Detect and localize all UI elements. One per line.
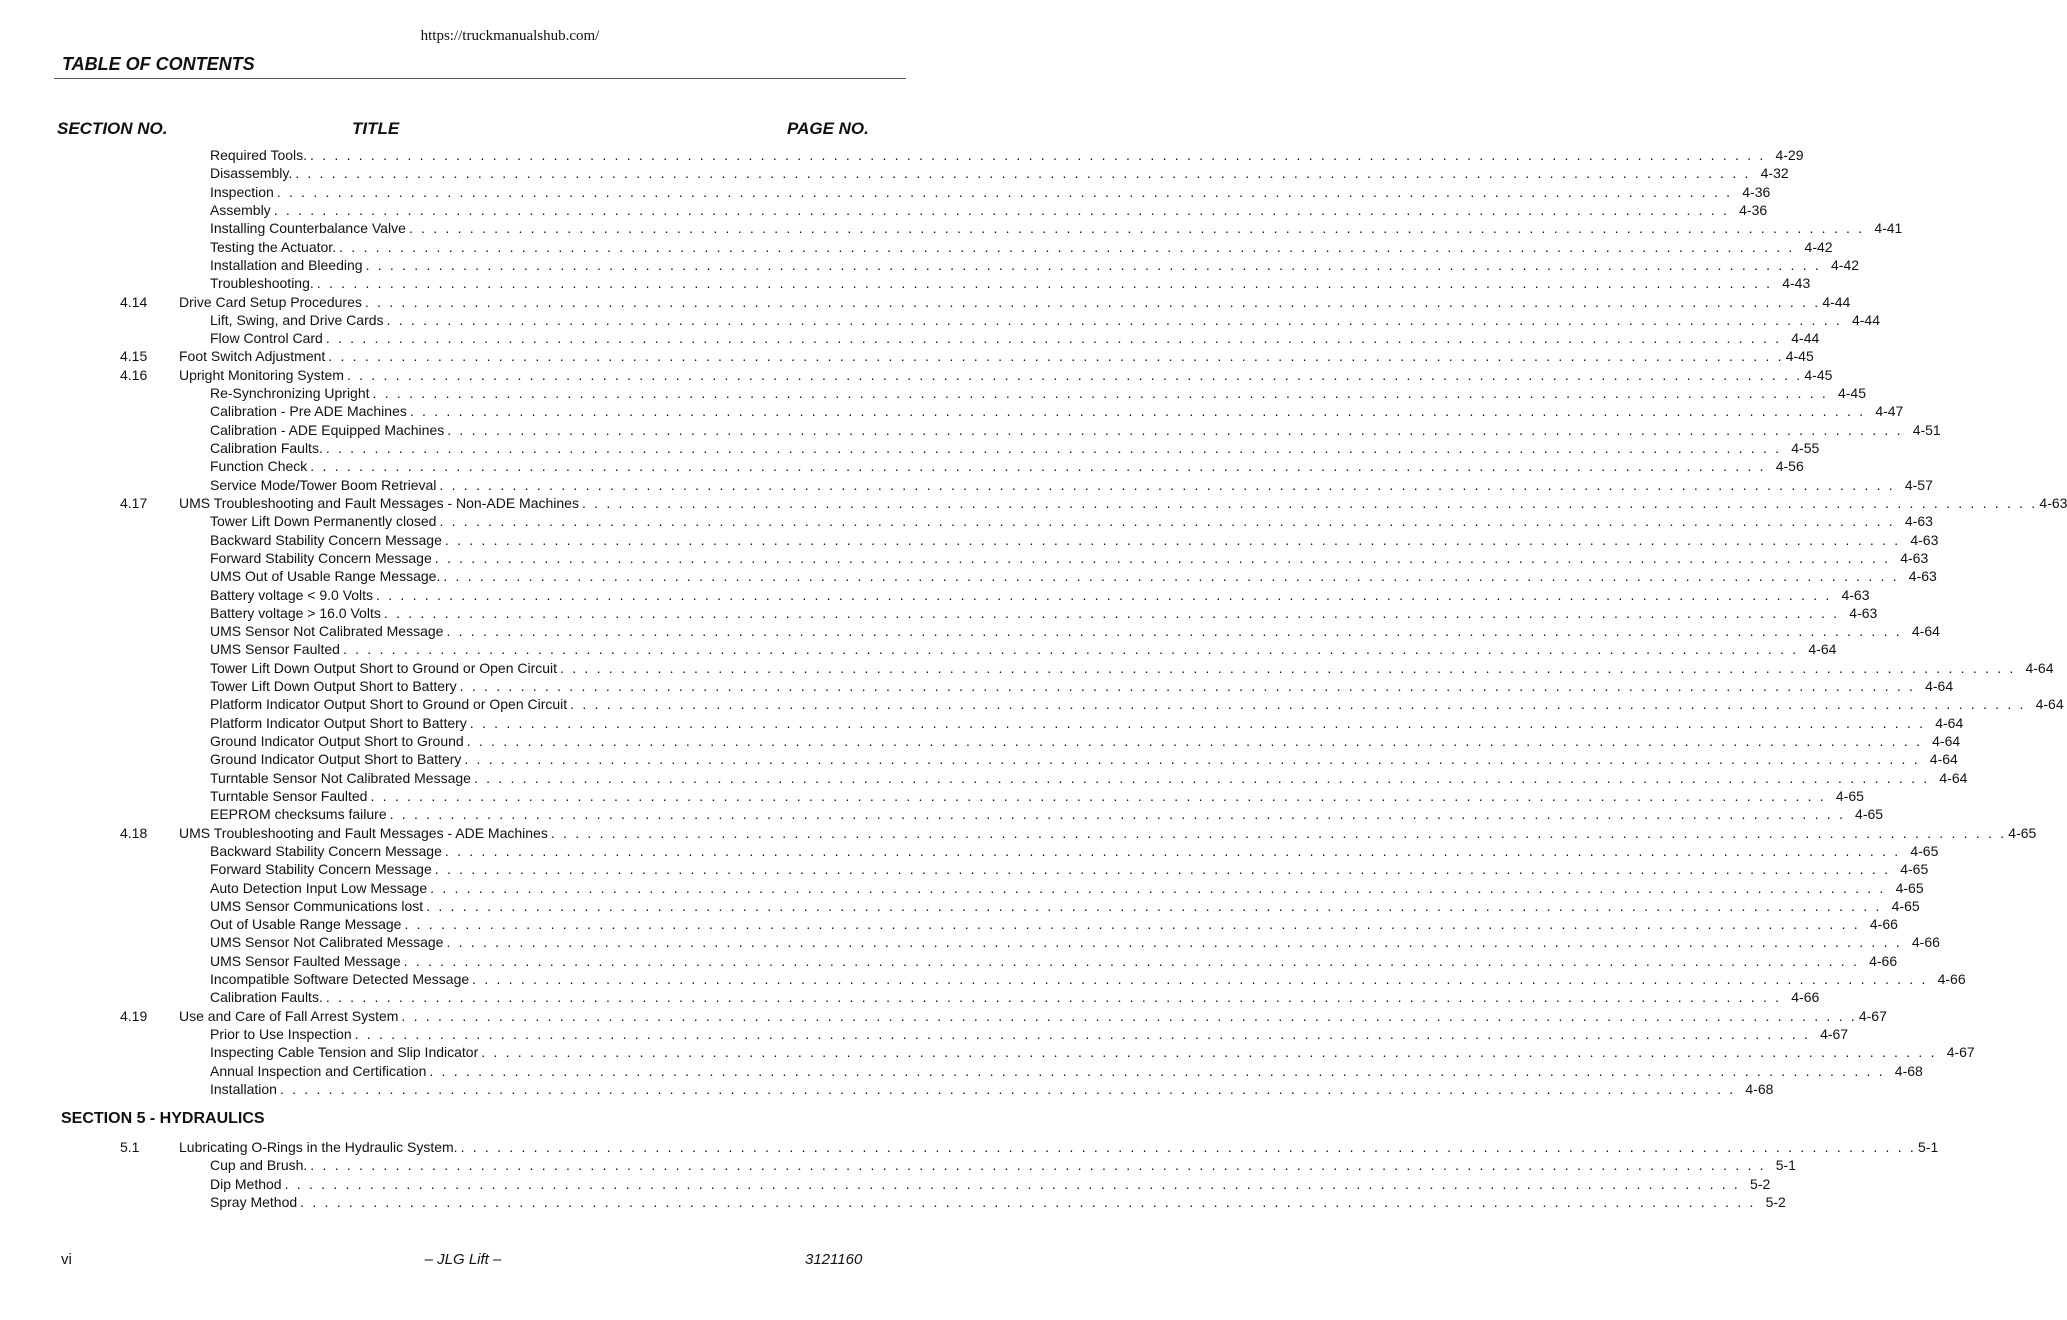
dot-leader: . . . . . . . . . . . . . . . . . . . . . . . . . . . . . . . . . . . . . . . . . . . . . . . . . . . . . . . . . . . . . . . . . . . . . . . . . . . . . . . . . . . . . . . . . . . . . . . . . . . . . . . . . . . . . . . . . . . . . . . . <box>434 549 1891 566</box>
dot-leader: . . . . . . . . . . . . . . . . . . . . . . . . . . . . . . . . . . . . . . . . . . . . . . . . . . . . . . . . . . . . . . . . . . . . . . . . . . . . . . . . . . . . . . . . . . . . . . . . . . . . . . . . . . . . . . . . . . . . . . . . <box>444 842 1901 859</box>
toc-entry[interactable] <box>0 604 1878 622</box>
dot-leader: . . . . . . . . . . . . . . . . . . . . . . . . . . . . . . . . . . . . . . . . . . . . . . . . . . . . . . . . . . . . . . . . . . . . . . . . . . . . . . . . . . . . . . . . . . . . . . . . . . . . . . . . . . . . . . . . . . . . . . . . <box>439 476 1895 493</box>
toc-entry-title: Calibration Faults. <box>210 440 323 456</box>
toc-entry-page: 4-65 <box>1910 842 1939 859</box>
toc-entry-title: UMS Troubleshooting and Fault Messages - Non-ADE Machines <box>179 494 579 511</box>
toc-entry[interactable] <box>0 421 1941 439</box>
toc-entry-title: Forward Stability Concern Message <box>210 549 432 566</box>
toc-entry-title: UMS Sensor Not Calibrated Message <box>210 934 444 951</box>
toc-entry[interactable] <box>0 897 1920 915</box>
toc-entry[interactable] <box>0 1043 1975 1061</box>
dot-leader: . . . . . . . . . . . . . . . . . . . . . . . . . . . . . . . . . . . . . . . . . . . . . . . . . . . . . . . . . . . . . . . . . . . . . . . . . . . . . . . . . . . . . . . . . . . . . . . . . . . . . . . . . . . . . . . . . . . . . . . . <box>408 220 1865 237</box>
toc-entry-title: Tower Lift Down Output Short to Ground or Open Circuit <box>210 659 558 676</box>
toc-entry[interactable] <box>0 567 1937 585</box>
dot-leader: . . . . . . . . . . . . . . . . . . . . . . . . . . . . . . . . . . . . . . . . . . . . . . . . . . . . . . . . . . . . . . . . . . . . . . . . . . . . . . . . . . . . . . . . . . . . . . . . . . . . . . . . . . . . . . . . . . . . . . . . <box>276 183 1733 200</box>
toc-entry-title: UMS Sensor Faulted <box>210 641 340 658</box>
column-header-page: PAGE NO. <box>787 119 869 138</box>
toc-list-section5 <box>0 1138 1939 1211</box>
toc-entry[interactable] <box>0 860 1929 878</box>
dot-leader: . . . . . . . . . . . . . . . . . . . . . . . . . . . . . . . . . . . . . . . . . . . . . . . . . . . . . . . . . . . . . . . . . . . . . . . . . . . . . . . . . . . . . . . . . . . . . . . . . . . . . . . . . . . . . . . . . . . . . . . . <box>446 623 1902 640</box>
toc-entry-number: 4.19 <box>120 1007 148 1024</box>
toc-entry-page: 4-44 <box>1791 330 1820 347</box>
toc-entry[interactable] <box>0 1175 1771 1193</box>
dot-leader: . . . . . . . . . . . . . . . . . . . . . . . . . . . . . . . . . . . . . . . . . . . . . . . . . . . . . . . . . . . . . . . . . . . . . . . . . . . . . . . . . . . . . . . . . . . . . . . . . . . . . . . . . . . . . . . . . . . . . . . . <box>434 861 1891 878</box>
section-heading: SECTION 5 - HYDRAULICS <box>61 1110 265 1127</box>
toc-entry[interactable] <box>0 732 1961 750</box>
toc-entry-page: 4-57 <box>1904 476 1933 493</box>
toc-entry[interactable] <box>0 329 1820 347</box>
dot-leader: . . . . . . . . . . . . . . . . . . . . . . . . . . . . . . . . . . . . . . . . . . . . . . . . . . . . . . . . . . . . . . . . . . . . . . . . . . . . . . . . . . . . . . . . . . . . . . . . . . . . . . . . . . . . . . . . . . . . . . . . <box>279 1080 1736 1097</box>
toc-entry-title: Calibration - ADE Equipped Machines <box>210 421 445 438</box>
toc-entry-title: Lubricating O-Rings in the Hydraulic System. <box>179 1139 458 1155</box>
toc-entry-page: 4-51 <box>1912 421 1941 438</box>
toc-entry-number: 4.15 <box>120 348 148 365</box>
dot-leader: . . . . . . . . . . . . . . . . . . . . . . . . . . . . . . . . . . . . . . . . . . . . . . . . . . . . . . . . . . . . . . . . . . . . . . . . . . . . . . . . . . . . . . . . . . . . . . . . . . . . . . . . . . . . . . . . . . . . . . . . <box>472 971 1928 988</box>
dot-leader: . . . . . . . . . . . . . . . . . . . . . . . . . . . . . . . . . . . . . . . . . . . . . . . . . . . . . . . . . . . . . . . . . . . . . . . . . . . . . . . . . . . . . . . . . . . . . . . . . . . . . . . . . . . . . . . . . . . . . . . . <box>310 458 1766 475</box>
toc-entry[interactable] <box>0 787 1864 805</box>
toc-entry-title: Turntable Sensor Not Calibrated Message <box>210 769 471 786</box>
toc-entry[interactable] <box>0 988 1820 1006</box>
toc-entry-title: Required Tools. <box>210 147 308 163</box>
toc-entry-page: 4-56 <box>1775 458 1804 475</box>
toc-entry-title: Upright Monitoring System <box>179 366 344 383</box>
source-url: https://truckmanualshub.com/ <box>420 28 600 44</box>
toc-list <box>0 146 2067 1098</box>
toc-entry-page: 4-36 <box>1742 183 1771 200</box>
toc-entry[interactable] <box>0 201 1768 219</box>
toc-entry[interactable] <box>0 824 2037 842</box>
toc-entry[interactable] <box>0 842 1939 860</box>
toc-entry[interactable] <box>0 384 1866 402</box>
toc-entry[interactable] <box>0 1007 1887 1025</box>
toc-entry[interactable] <box>0 549 1929 567</box>
toc-entry-title: Function Check <box>210 458 308 475</box>
toc-entry-title: Turntable Sensor Faulted <box>210 787 368 804</box>
toc-entry-number: 4.17 <box>120 494 148 511</box>
toc-entry-title: Auto Detection Input Low Message <box>210 879 428 896</box>
toc-entry-page: 4-36 <box>1739 201 1768 218</box>
toc-entry-page: 4-67 <box>1820 1026 1849 1042</box>
toc-entry-page: 5-2 <box>1750 1175 1771 1192</box>
dot-leader: . . . . . . . . . . . . . . . . . . . . . . . . . . . . . . . . . . . . . . . . . . . . . . . . . . . . . . . . . . . . . . . . . . . . . . . . . . . . . . . . . . . . . . . . . . . . . . . . . . . . . . . . . . . . . . . . . . . . . . . . <box>284 1175 1741 1192</box>
toc-entry-title: Battery voltage > 16.0 Volts <box>210 604 381 621</box>
header-rule <box>54 78 906 79</box>
toc-entry-page: 4-66 <box>1911 934 1940 951</box>
toc-entry[interactable] <box>0 311 1880 329</box>
column-header-title: TITLE <box>352 119 400 138</box>
toc-entry-page: 4-64 <box>1939 769 1968 786</box>
toc-entry[interactable] <box>0 622 1940 640</box>
toc-entry-page: 4-64 <box>1925 678 1954 695</box>
toc-entry-page: 5-2 <box>1765 1193 1786 1210</box>
toc-entry-page: 5-1 <box>1775 1157 1796 1174</box>
dot-leader: . . . . . . . . . . . . . . . . . . . . . . . . . . . . . . . . . . . . . . . . . . . . . . . . . . . . . . . . . . . . . . . . . . . . . . . . . . . . . . . . . . . . . . . . . . . . . . . . . . . . . . . . . . . . . . . . . . . . . . . . <box>447 421 1903 438</box>
toc-entry[interactable] <box>0 1193 1786 1211</box>
toc-entry-page: 4-63 <box>2039 494 2067 511</box>
toc-entry[interactable] <box>0 531 1939 549</box>
toc-entry-title: Platform Indicator Output Short to Ground or Open Circuit <box>210 696 568 713</box>
dot-leader: . . . . . . . . . . . . . . . . . . . . . . . . . . . . . . . . . . . . . . . . . . . . . . . . . . . . . . . . . . . . . . . . . . . . . . . . . . . . . . . . . . . . . . . . . . . . . . . . . . . . . . . . . . . . . . . . . . . . . . . . <box>550 824 2007 841</box>
toc-entry-page: 4-67 <box>1946 1044 1975 1061</box>
toc-entry-number: 5.1 <box>120 1139 140 1155</box>
toc-entry-title: Backward Stability Concern Message <box>210 842 442 859</box>
toc-entry-page: 4-45 <box>1804 366 1833 383</box>
toc-entry-page: 4-64 <box>1911 623 1940 640</box>
dot-leader: . . . . . . . . . . . . . . . . . . . . . . . . . . . . . . . . . . . . . . . . . . . . . . . . . . . . . . . . . . . . . . . . . . . . . . . . . . . . . . . . . . . . . . . . . . . . . . . . . . . . . . . . . . . . . . . . . . . . . . . . <box>469 714 1926 731</box>
toc-entry-title: Incompatible Software Detected Message <box>210 971 470 988</box>
toc-entry-page: 4-66 <box>1869 916 1898 933</box>
toc-entry-title: Service Mode/Tower Boom Retrieval <box>210 476 437 493</box>
dot-leader: . . . . . . . . . . . . . . . . . . . . . . . . . . . . . . . . . . . . . . . . . . . . . . . . . . . . . . . . . . . . . . . . . . . . . . . . . . . . . . . . . . . . . . . . . . . . . . . . . . . . . . . . . . . . . . . . . . . . . . . . <box>364 293 1821 310</box>
toc-entry[interactable] <box>0 677 1954 695</box>
toc-entry[interactable] <box>0 1156 1796 1174</box>
toc-entry[interactable] <box>0 494 2067 512</box>
dot-leader: . . . . . . . . . . . . . . . . . . . . . . . . . . . . . . . . . . . . . . . . . . . . . . . . . . . . . . . . . . . . . . . . . . . . . . . . . . . . . . . . . . . . . . . . . . . . . . . . . . . . . . . . . . . . . . . . . . . . . . . . <box>404 916 1860 933</box>
toc-entry-page: 4-55 <box>1791 440 1820 456</box>
toc-entry[interactable] <box>0 659 2054 677</box>
toc-entry-page: 4-64 <box>2035 696 2064 713</box>
dot-leader: . . . . . . . . . . . . . . . . . . . . . . . . . . . . . . . . . . . . . . . . . . . . . . . . . . . . . . . . . . . . . . . . . . . . . . . . . . . . . . . . . . . . . . . . . . . . . . . . . . . . . . . . . . . . . . . . . . . . . . . . <box>430 879 1886 896</box>
toc-entry-page: 4-63 <box>1904 513 1933 530</box>
toc-entry[interactable] <box>0 439 1820 457</box>
toc-entry-page: 4-42 <box>1804 238 1833 255</box>
toc-entry-title: Cup and Brush. <box>210 1157 308 1174</box>
toc-entry-page: 4-64 <box>1929 751 1958 768</box>
toc-entry[interactable] <box>0 457 1804 475</box>
toc-entry-page: 4-45 <box>1785 348 1814 365</box>
toc-entry-page: 4-68 <box>1745 1080 1774 1097</box>
toc-entry[interactable] <box>0 219 1903 237</box>
toc-entry-page: 4-44 <box>1851 311 1880 328</box>
toc-entry[interactable] <box>0 750 1958 768</box>
dot-leader: . . . . . . . . . . . . . . . . . . . . . . . . . . . . . . . . . . . . . . . . . . . . . . . . . . . . . . . . . . . . . . . . . . . . . . . . . . . . . . . . . . . . . . . . . . . . . . . . . . . . . . . . . . . . . . . . . . . . . . . . <box>444 531 1901 548</box>
toc-entry-title: Ground Indicator Output Short to Ground <box>210 733 464 749</box>
toc-entry[interactable] <box>0 933 1940 951</box>
toc-entry-page: 4-65 <box>1895 879 1924 896</box>
toc-entry-page: 4-66 <box>1869 952 1898 969</box>
toc-entry-page: 4-64 <box>1935 714 1964 731</box>
toc-entry-number: 4.14 <box>120 293 148 310</box>
toc-entry-title: Drive Card Setup Procedures <box>179 293 362 310</box>
toc-entry[interactable] <box>0 915 1898 933</box>
toc-entry[interactable] <box>0 970 1966 988</box>
toc-entry[interactable] <box>0 695 2064 713</box>
toc-entry[interactable] <box>0 238 1833 256</box>
toc-entry-title: Battery voltage < 9.0 Volts <box>210 586 374 603</box>
dot-leader: . . . . . . . . . . . . . . . . . . . . . . . . . . . . . . . . . . . . . . . . . . . . . . . . . . . . . . . . . . . . . . . . . . . . . . . . . . . . . . . . . . . . . . . . . . . . . . . . . . . . . . . . . . . . . . . . . . . . . . . . <box>316 275 1773 292</box>
dot-leader: . . . . . . . . . . . . . . . . . . . . . . . . . . . . . . . . . . . . . . . . . . . . . . . . . . . . . . . . . . . . . . . . . . . . . . . . . . . . . . . . . . . . . . . . . . . . . . . . . . . . . . . . . . . . . . . . . . . . . . . . <box>370 787 1826 804</box>
dot-leader: . . . . . . . . . . . . . . . . . . . . . . . . . . . . . . . . . . . . . . . . . . . . . . . . . . . . . . . . . . . . . . . . . . . . . . . . . . . . . . . . . . . . . . . . . . . . . . . . . . . . . . . . . . . . . . . . . . . . . . . . <box>464 751 1920 768</box>
toc-entry[interactable] <box>0 1080 1774 1098</box>
toc-entry-title: UMS Troubleshooting and Fault Messages - ADE Machines <box>179 824 548 841</box>
dot-leader: . . . . . . . . . . . . . . . . . . . . . . . . . . . . . . . . . . . . . . . . . . . . . . . . . . . . . . . . . . . . . . . . . . . . . . . . . . . . . . . . . . . . . . . . . . . . . . . . . . . . . . . . . . . . . . . . . . . . . . . . <box>300 1193 1756 1210</box>
toc-entry-page: 4-65 <box>1855 806 1884 823</box>
toc-entry-page: 4-64 <box>1932 733 1961 749</box>
dot-leader: . . . . . . . . . . . . . . . . . . . . . . . . . . . . . . . . . . . . . . . . . . . . . . . . . . . . . . . . . . . . . . . . . . . . . . . . . . . . . . . . . . . . . . . . . . . . . . . . . . . . . . . . . . . . . . . . . . . . . . . . <box>426 897 1882 914</box>
toc-entry[interactable] <box>0 1062 1923 1080</box>
toc-entry[interactable] <box>0 256 1860 274</box>
toc-entry-title: Re-Synchronizing Upright <box>210 385 370 402</box>
toc-entry[interactable] <box>0 183 1771 201</box>
toc-entry-page: 4-42 <box>1831 256 1860 273</box>
dot-leader: . . . . . . . . . . . . . . . . . . . . . . . . . . . . . . . . . . . . . . . . . . . . . . . . . . . . . . . . . . . . . . . . . . . . . . . . . . . . . . . . . . . . . . . . . . . . . . . . . . . . . . . . . . . . . . . . . . . . . . . . <box>446 934 1902 951</box>
toc-entry-page: 4-44 <box>1822 293 1851 310</box>
dot-leader: . . . . . . . . . . . . . . . . . . . . . . . . . . . . . . . . . . . . . . . . . . . . . . . . . . . . . . . . . . . . . . . . . . . . . . . . . . . . . . . . . . . . . . . . . . . . . . . . . . . . . . . . . . . . . . . . . . . . . . . . <box>328 348 1784 365</box>
dot-leader: . . . . . . . . . . . . . . . . . . . . . . . . . . . . . . . . . . . . . . . . . . . . . . . . . . . . . . . . . . . . . . . . . . . . . . . . . . . . . . . . . . . . . . . . . . . . . . . . . . . . . . . . . . . . . . . . . . . . . . . . <box>365 256 1821 273</box>
toc-entry[interactable] <box>0 402 1904 420</box>
toc-entry[interactable] <box>0 512 1933 530</box>
toc-entry[interactable] <box>0 1025 1849 1043</box>
toc-entry-page: 4-63 <box>1849 604 1878 621</box>
toc-entry-page: 4-65 <box>1891 897 1920 914</box>
toc-entry-title: Assembly <box>210 201 271 218</box>
dot-leader: . . . . . . . . . . . . . . . . . . . . . . . . . . . . . . . . . . . . . . . . . . . . . . . . . . . . . . . . . . . . . . . . . . . . . . . . . . . . . . . . . . . . . . . . . . . . . . . . . . . . . . . . . . . . . . . . . . . . . . . . <box>460 1139 1916 1155</box>
dot-leader: . . . . . . . . . . . . . . . . . . . . . . . . . . . . . . . . . . . . . . . . . . . . . . . . . . . . . . . . . . . . . . . . . . . . . . . . . . . . . . . . . . . . . . . . . . . . . . . . . . . . . . . . . . . . . . . . . . . . . . . . <box>310 147 1766 163</box>
toc-entry[interactable] <box>0 640 1837 658</box>
dot-leader: . . . . . . . . . . . . . . . . . . . . . . . . . . . . . . . . . . . . . . . . . . . . . . . . . . . . . . . . . . . . . . . . . . . . . . . . . . . . . . . . . . . . . . . . . . . . . . . . . . . . . . . . . . . . . . . . . . . . . . . . <box>443 568 1899 585</box>
toc-entry[interactable] <box>0 146 1804 164</box>
toc-entry-page: 4-45 <box>1837 385 1866 402</box>
toc-entry-title: UMS Out of Usable Range Message. <box>210 568 441 585</box>
toc-entry[interactable] <box>0 1138 1939 1156</box>
toc-entry[interactable] <box>0 769 1968 787</box>
toc-entry-title: Backward Stability Concern Message <box>210 531 442 548</box>
toc-entry-title: Inspecting Cable Tension and Slip Indicator <box>210 1044 479 1061</box>
toc-entry-title: Troubleshooting. <box>210 275 314 292</box>
toc-entry-title: Tower Lift Down Permanently closed <box>210 513 437 530</box>
toc-entry-page: 4-64 <box>1808 641 1837 658</box>
toc-entry-title: Use and Care of Fall Arrest System <box>179 1007 399 1024</box>
dot-leader: . . . . . . . . . . . . . . . . . . . . . . . . . . . . . . . . . . . . . . . . . . . . . . . . . . . . . . . . . . . . . . . . . . . . . . . . . . . . . . . . . . . . . . . . . . . . . . . . . . . . . . . . . . . . . . . . . . . . . . . . <box>273 201 1730 218</box>
toc-entry-page: 4-47 <box>1875 403 1904 420</box>
toc-entry-page: 4-63 <box>1841 586 1870 603</box>
toc-entry[interactable] <box>0 293 1851 311</box>
toc-entry[interactable] <box>0 164 1789 182</box>
toc-entry-page: 4-65 <box>2008 824 2037 841</box>
toc-entry[interactable] <box>0 714 1964 732</box>
footer-brand: – JLG Lift – <box>424 1251 502 1268</box>
toc-entry-page: 4-68 <box>1894 1062 1923 1079</box>
toc-entry-page: 4-65 <box>1900 861 1929 878</box>
toc-entry-title: Spray Method <box>210 1193 298 1210</box>
toc-entry-page: 4-63 <box>1900 549 1929 566</box>
toc-entry-number: 4.16 <box>120 366 148 383</box>
dot-leader: . . . . . . . . . . . . . . . . . . . . . . . . . . . . . . . . . . . . . . . . . . . . . . . . . . . . . . . . . . . . . . . . . . . . . . . . . . . . . . . . . . . . . . . . . . . . . . . . . . . . . . . . . . . . . . . . . . . . . . . . <box>466 733 1923 749</box>
toc-entry-title: Foot Switch Adjustment <box>179 348 326 365</box>
dot-leader: . . . . . . . . . . . . . . . . . . . . . . . . . . . . . . . . . . . . . . . . . . . . . . . . . . . . . . . . . . . . . . . . . . . . . . . . . . . . . . . . . . . . . . . . . . . . . . . . . . . . . . . . . . . . . . . . . . . . . . . . <box>459 678 1916 695</box>
toc-entry-title: Forward Stability Concern Message <box>210 861 432 878</box>
toc-entry-page: 4-66 <box>1937 971 1966 988</box>
toc-entry[interactable] <box>0 952 1898 970</box>
toc-entry-title: Installation <box>210 1080 277 1097</box>
toc-entry[interactable] <box>0 476 1933 494</box>
toc-entry-page: 4-63 <box>1910 531 1939 548</box>
toc-entry-title: UMS Sensor Communications lost <box>210 897 424 914</box>
toc-entry-page: 4-43 <box>1782 275 1811 292</box>
toc-entry-title: Inspection <box>210 183 274 200</box>
toc-entry-page: 4-63 <box>1908 568 1937 585</box>
column-header-section: SECTION NO. <box>57 119 168 138</box>
toc-entry-number: 4.18 <box>120 824 148 841</box>
dot-leader: . . . . . . . . . . . . . . . . . . . . . . . . . . . . . . . . . . . . . . . . . . . . . . . . . . . . . . . . . . . . . . . . . . . . . . . . . . . . . . . . . . . . . . . . . . . . . . . . . . . . . . . . . . . . . . . . . . . . . . . . <box>372 385 1828 402</box>
dot-leader: . . . . . . . . . . . . . . . . . . . . . . . . . . . . . . . . . . . . . . . . . . . . . . . . . . . . . . . . . . . . . . . . . . . . . . . . . . . . . . . . . . . . . . . . . . . . . . . . . . . . . . . . . . . . . . . . . . . . . . . . <box>339 238 1795 255</box>
toc-entry-title: Testing the Actuator. <box>210 238 337 255</box>
dot-leader: . . . . . . . . . . . . . . . . . . . . . . . . . . . . . . . . . . . . . . . . . . . . . . . . . . . . . . . . . . . . . . . . . . . . . . . . . . . . . . . . . . . . . . . . . . . . . . . . . . . . . . . . . . . . . . . . . . . . . . . . <box>325 440 1782 456</box>
footer-page-number: vi <box>61 1251 72 1268</box>
toc-entry-title: Prior to Use Inspection <box>210 1026 352 1042</box>
dot-leader: . . . . . . . . . . . . . . . . . . . . . . . . . . . . . . . . . . . . . . . . . . . . . . . . . . . . . . . . . . . . . . . . . . . . . . . . . . . . . . . . . . . . . . . . . . . . . . . . . . . . . . . . . . . . . . . . . . . . . . . . <box>429 1062 1885 1079</box>
toc-entry-title: UMS Sensor Faulted Message <box>210 952 401 969</box>
dot-leader: . . . . . . . . . . . . . . . . . . . . . . . . . . . . . . . . . . . . . . . . . . . . . . . . . . . . . . . . . . . . . . . . . . . . . . . . . . . . . . . . . . . . . . . . . . . . . . . . . . . . . . . . . . . . . . . . . . . . . . . . <box>481 1044 1937 1061</box>
toc-entry-title: Annual Inspection and Certification <box>210 1062 427 1079</box>
toc-entry[interactable] <box>0 274 1811 292</box>
dot-leader: . . . . . . . . . . . . . . . . . . . . . . . . . . . . . . . . . . . . . . . . . . . . . . . . . . . . . . . . . . . . . . . . . . . . . . . . . . . . . . . . . . . . . . . . . . . . . . . . . . . . . . . . . . . . . . . . . . . . . . . . <box>310 1157 1766 1174</box>
toc-entry-title: Calibration Faults. <box>210 989 323 1006</box>
toc-entry-title: EEPROM checksums failure <box>210 806 387 823</box>
dot-leader: . . . . . . . . . . . . . . . . . . . . . . . . . . . . . . . . . . . . . . . . . . . . . . . . . . . . . . . . . . . . . . . . . . . . . . . . . . . . . . . . . . . . . . . . . . . . . . . . . . . . . . . . . . . . . . . . . . . . . . . . <box>376 586 1832 603</box>
dot-leader: . . . . . . . . . . . . . . . . . . . . . . . . . . . . . . . . . . . . . . . . . . . . . . . . . . . . . . . . . . . . . . . . . . . . . . . . . . . . . . . . . . . . . . . . . . . . . . . . . . . . . . . . . . . . . . . . . . . . . . . . <box>346 366 1803 383</box>
toc-entry-page: 4-29 <box>1775 147 1804 163</box>
toc-entry-title: Platform Indicator Output Short to Battery <box>210 714 467 731</box>
toc-entry-title: Flow Control Card <box>210 330 323 347</box>
toc-entry[interactable] <box>0 805 1884 823</box>
dot-leader: . . . . . . . . . . . . . . . . . . . . . . . . . . . . . . . . . . . . . . . . . . . . . . . . . . . . . . . . . . . . . . . . . . . . . . . . . . . . . . . . . . . . . . . . . . . . . . . . . . . . . . . . . . . . . . . . . . . . . . . . <box>354 1026 1811 1042</box>
toc-entry-title: UMS Sensor Not Calibrated Message <box>210 623 444 640</box>
toc-entry-title: Lift, Swing, and Drive Cards <box>210 311 384 328</box>
toc-entry[interactable] <box>0 586 1870 604</box>
dot-leader: . . . . . . . . . . . . . . . . . . . . . . . . . . . . . . . . . . . . . . . . . . . . . . . . . . . . . . . . . . . . . . . . . . . . . . . . . . . . . . . . . . . . . . . . . . . . . . . . . . . . . . . . . . . . . . . . . . . . . . . . <box>389 806 1846 823</box>
dot-leader: . . . . . . . . . . . . . . . . . . . . . . . . . . . . . . . . . . . . . . . . . . . . . . . . . . . . . . . . . . . . . . . . . . . . . . . . . . . . . . . . . . . . . . . . . . . . . . . . . . . . . . . . . . . . . . . . . . . . . . . . <box>383 604 1840 621</box>
dot-leader: . . . . . . . . . . . . . . . . . . . . . . . . . . . . . . . . . . . . . . . . . . . . . . . . . . . . . . . . . . . . . . . . . . . . . . . . . . . . . . . . . . . . . . . . . . . . . . . . . . . . . . . . . . . . . . . . . . . . . . . . <box>401 1007 1857 1024</box>
dot-leader: . . . . . . . . . . . . . . . . . . . . . . . . . . . . . . . . . . . . . . . . . . . . . . . . . . . . . . . . . . . . . . . . . . . . . . . . . . . . . . . . . . . . . . . . . . . . . . . . . . . . . . . . . . . . . . . . . . . . . . . . <box>581 494 2038 511</box>
toc-entry[interactable] <box>0 347 1814 365</box>
dot-leader: . . . . . . . . . . . . . . . . . . . . . . . . . . . . . . . . . . . . . . . . . . . . . . . . . . . . . . . . . . . . . . . . . . . . . . . . . . . . . . . . . . . . . . . . . . . . . . . . . . . . . . . . . . . . . . . . . . . . . . . . <box>325 989 1782 1006</box>
dot-leader: . . . . . . . . . . . . . . . . . . . . . . . . . . . . . . . . . . . . . . . . . . . . . . . . . . . . . . . . . . . . . . . . . . . . . . . . . . . . . . . . . . . . . . . . . . . . . . . . . . . . . . . . . . . . . . . . . . . . . . . . <box>473 769 1930 786</box>
toc-entry-page: 4-66 <box>1791 989 1820 1006</box>
page-title: TABLE OF CONTENTS <box>62 54 255 74</box>
dot-leader: . . . . . . . . . . . . . . . . . . . . . . . . . . . . . . . . . . . . . . . . . . . . . . . . . . . . . . . . . . . . . . . . . . . . . . . . . . . . . . . . . . . . . . . . . . . . . . . . . . . . . . . . . . . . . . . . . . . . . . . . <box>325 330 1782 347</box>
toc-entry-title: Out of Usable Range Message <box>210 916 402 933</box>
toc-entry-page: 4-32 <box>1760 165 1789 182</box>
dot-leader: . . . . . . . . . . . . . . . . . . . . . . . . . . . . . . . . . . . . . . . . . . . . . . . . . . . . . . . . . . . . . . . . . . . . . . . . . . . . . . . . . . . . . . . . . . . . . . . . . . . . . . . . . . . . . . . . . . . . . . . . <box>295 165 1751 182</box>
toc-entry[interactable] <box>0 879 1924 897</box>
footer-doc-number: 3121160 <box>805 1251 863 1268</box>
toc-entry-page: 4-67 <box>1858 1007 1887 1024</box>
toc-entry-title: Tower Lift Down Output Short to Battery <box>210 678 457 695</box>
dot-leader: . . . . . . . . . . . . . . . . . . . . . . . . . . . . . . . . . . . . . . . . . . . . . . . . . . . . . . . . . . . . . . . . . . . . . . . . . . . . . . . . . . . . . . . . . . . . . . . . . . . . . . . . . . . . . . . . . . . . . . . . <box>386 311 1842 328</box>
toc-entry-page: 4-41 <box>1874 220 1903 237</box>
dot-leader: . . . . . . . . . . . . . . . . . . . . . . . . . . . . . . . . . . . . . . . . . . . . . . . . . . . . . . . . . . . . . . . . . . . . . . . . . . . . . . . . . . . . . . . . . . . . . . . . . . . . . . . . . . . . . . . . . . . . . . . . <box>342 641 1799 658</box>
dot-leader: . . . . . . . . . . . . . . . . . . . . . . . . . . . . . . . . . . . . . . . . . . . . . . . . . . . . . . . . . . . . . . . . . . . . . . . . . . . . . . . . . . . . . . . . . . . . . . . . . . . . . . . . . . . . . . . . . . . . . . . . <box>409 403 1866 420</box>
toc-entry-title: Ground Indicator Output Short to Battery <box>210 751 462 768</box>
toc-entry-page: 4-64 <box>2025 659 2054 676</box>
toc-entry-page: 5-1 <box>1918 1139 1939 1155</box>
toc-entry-title: Installation and Bleeding <box>210 256 363 273</box>
dot-leader: . . . . . . . . . . . . . . . . . . . . . . . . . . . . . . . . . . . . . . . . . . . . . . . . . . . . . . . . . . . . . . . . . . . . . . . . . . . . . . . . . . . . . . . . . . . . . . . . . . . . . . . . . . . . . . . . . . . . . . . . <box>403 952 1860 969</box>
toc-entry-title: Disassembly. <box>210 165 293 182</box>
toc-entry[interactable] <box>0 366 1833 384</box>
toc-entry-title: Installing Counterbalance Valve <box>210 220 406 237</box>
toc-entry-title: Calibration - Pre ADE Machines <box>210 403 407 420</box>
toc-entry-page: 4-65 <box>1835 787 1864 804</box>
dot-leader: . . . . . . . . . . . . . . . . . . . . . . . . . . . . . . . . . . . . . . . . . . . . . . . . . . . . . . . . . . . . . . . . . . . . . . . . . . . . . . . . . . . . . . . . . . . . . . . . . . . . . . . . . . . . . . . . . . . . . . . . <box>439 513 1895 530</box>
dot-leader: . . . . . . . . . . . . . . . . . . . . . . . . . . . . . . . . . . . . . . . . . . . . . . . . . . . . . . . . . . . . . . . . . . . . . . . . . . . . . . . . . . . . . . . . . . . . . . . . . . . . . . . . . . . . . . . . . . . . . . . . <box>560 659 2016 676</box>
toc-entry-title: Dip Method <box>210 1175 282 1192</box>
dot-leader: . . . . . . . . . . . . . . . . . . . . . . . . . . . . . . . . . . . . . . . . . . . . . . . . . . . . . . . . . . . . . . . . . . . . . . . . . . . . . . . . . . . . . . . . . . . . . . . . . . . . . . . . . . . . . . . . . . . . . . . . <box>570 696 2026 713</box>
